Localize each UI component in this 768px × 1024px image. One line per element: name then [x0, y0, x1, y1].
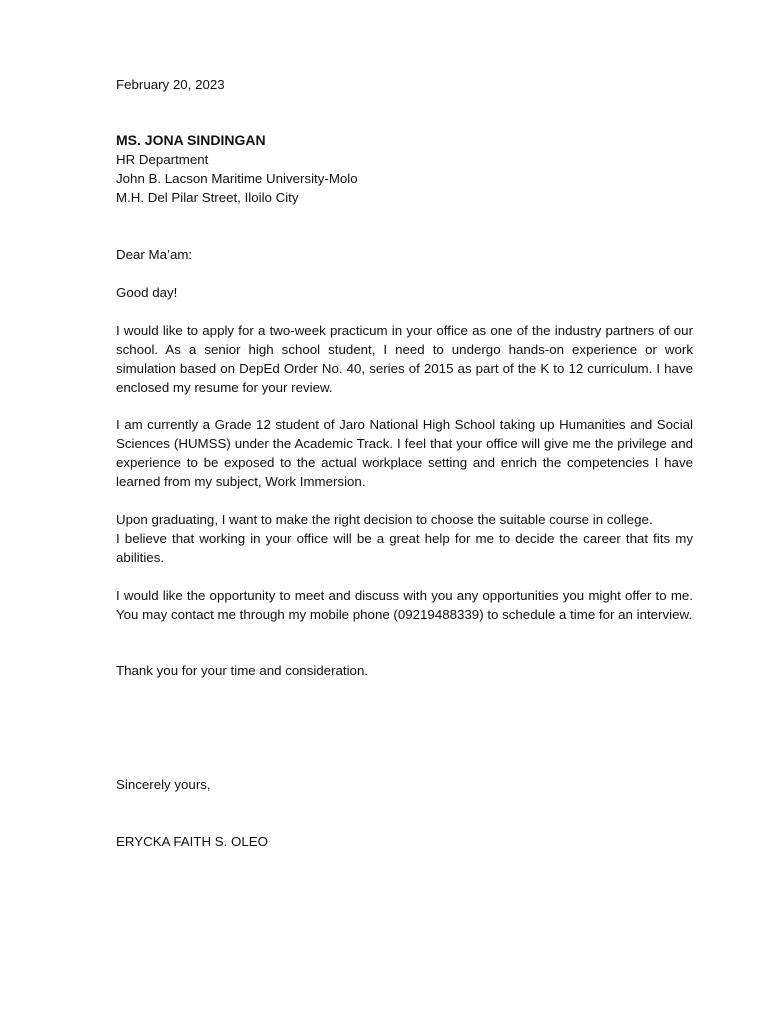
signatory-name: ERYCKA FAITH S. OLEO — [116, 834, 268, 849]
salutation: Dear Ma’am: — [116, 247, 193, 262]
letter-date: February 20, 2023 — [116, 77, 225, 92]
recipient-address: M.H. Del Pilar Street, Iloilo City — [116, 190, 299, 205]
recipient-institution: John B. Lacson Maritime University-Molo — [116, 171, 358, 186]
body-paragraph-3: Upon graduating, I want to make the right decision to choose the suitable course in college. — [116, 512, 653, 527]
body-paragraph-4: I believe that working in your office will be a great help for me to decide the career that fits my abilities. — [116, 531, 693, 565]
greeting: Good day! — [116, 285, 178, 300]
thanks-line: Thank you for your time and consideration. — [116, 663, 369, 678]
body-paragraph-2: I am currently a Grade 12 student of Jaro National High School taking up Humanities and Social Sciences (HUMSS) under the Academic Track. I feel that your office will give me the privilege and experience to be exposed to the actual workplace setting and enrich the competencies I have learned from my subject, Work Immersion. — [116, 417, 693, 489]
recipient-name: MS. JONA SINDINGAN — [116, 132, 266, 148]
body-paragraph-5: I would like the opportunity to meet and discuss with you any opportunities you might offer to me. You may contact me through my mobile phone (09219488339) to schedule a time for an interview. — [116, 588, 693, 622]
closing: Sincerely yours, — [116, 777, 211, 792]
body-paragraph-1: I would like to apply for a two-week practicum in your office as one of the industry partners of our school. As a senior high school student, I need to undergo hands-on experience or work simulation based on DepEd Order No. 40, series of 2015 as part of the K to 12 curriculum. I have enclosed my resume for your review. — [116, 323, 693, 395]
recipient-department: HR Department — [116, 152, 209, 167]
